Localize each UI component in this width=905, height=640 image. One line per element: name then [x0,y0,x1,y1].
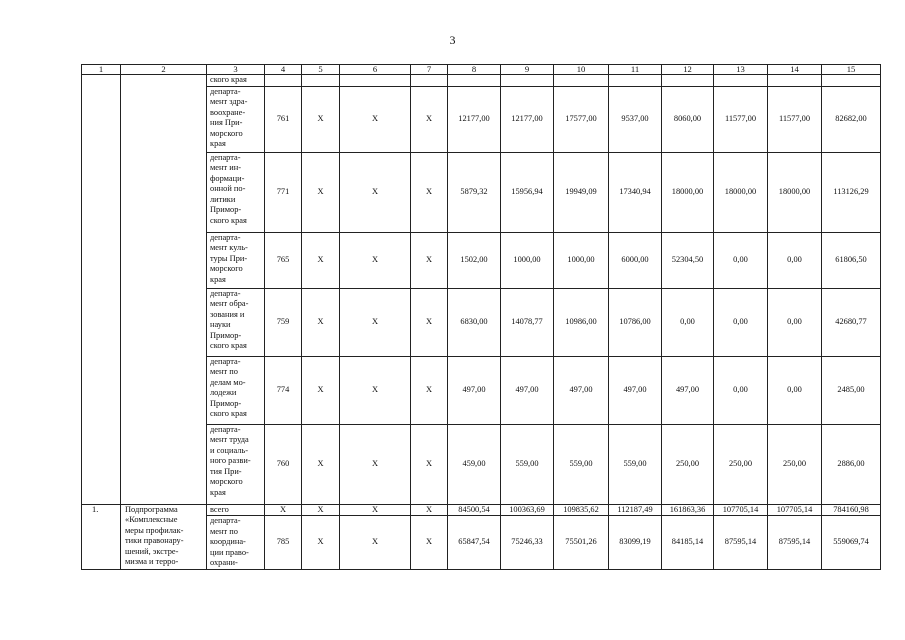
subprogram-index: 1. [82,504,121,570]
col5-cell: X [302,152,340,232]
column-number: 3 [207,65,265,75]
value-cell: 84185,14 [662,516,714,570]
value-cell: 6000,00 [609,232,662,288]
value-cell: 497,00 [448,356,501,424]
column-number: 6 [340,65,411,75]
value-cell: 9537,00 [609,86,662,152]
budget-table [81,64,881,570]
value-cell: 161863,36 [662,504,714,516]
subprogram-title: Подпрограмма «Комплексные меры профилак- тики правонару- шений, экстре- мизма и терро- [121,504,207,570]
col6-cell: X [340,516,411,570]
column-number: 8 [448,65,501,75]
value-cell: 8060,00 [662,86,714,152]
total-cell: 61806,50 [822,232,881,288]
value-cell: 100363,69 [501,504,554,516]
index-cell-empty [82,75,121,505]
code-cell [265,75,302,87]
col7-cell: X [411,516,448,570]
col5-cell: X [302,516,340,570]
value-cell [554,75,609,87]
value-cell: 17340,94 [609,152,662,232]
value-cell [714,75,768,87]
subprogram-total-row [82,504,881,516]
value-cell: 1000,00 [554,232,609,288]
value-cell: 0,00 [768,232,822,288]
executor-cell: ского края [207,75,265,87]
value-cell: 6830,00 [448,288,501,356]
col7-cell: X [411,152,448,232]
column-number: 9 [501,65,554,75]
value-cell: 112187,49 [609,504,662,516]
value-cell: 109835,62 [554,504,609,516]
value-cell: 5879,32 [448,152,501,232]
total-cell: 559069,74 [822,516,881,570]
col7-cell: X [411,232,448,288]
value-cell: 559,00 [554,424,609,504]
code-cell: 761 [265,86,302,152]
col5-cell: X [302,424,340,504]
value-cell: 559,00 [609,424,662,504]
value-cell [768,75,822,87]
code-cell: 771 [265,152,302,232]
executor-cell: департа- мент по делам мо- лодежи Примор- ского края [207,356,265,424]
value-cell: 497,00 [609,356,662,424]
value-cell: 1502,00 [448,232,501,288]
value-cell: 0,00 [714,232,768,288]
executor-cell: департа- мент ин- формаци- онной по- литики Примор- ского края [207,152,265,232]
value-cell: 10786,00 [609,288,662,356]
column-number: 15 [822,65,881,75]
code-cell: 765 [265,232,302,288]
value-cell: 19949,09 [554,152,609,232]
code-cell: X [265,504,302,516]
code-cell: 774 [265,356,302,424]
value-cell: 17577,00 [554,86,609,152]
value-cell: 0,00 [768,356,822,424]
col7-cell: X [411,288,448,356]
executor-cell: департа- мент куль- туры При- морского края [207,232,265,288]
value-cell: 459,00 [448,424,501,504]
col6-cell: X [340,288,411,356]
total-cell [822,75,881,87]
value-cell: 12177,00 [448,86,501,152]
value-cell: 11577,00 [768,86,822,152]
column-number: 4 [265,65,302,75]
col6-cell [340,75,411,87]
value-cell: 65847,54 [448,516,501,570]
executor-cell: всего [207,504,265,516]
column-number: 13 [714,65,768,75]
col6-cell: X [340,152,411,232]
column-number: 10 [554,65,609,75]
value-cell: 75246,33 [501,516,554,570]
column-number: 1 [82,65,121,75]
value-cell: 250,00 [662,424,714,504]
col7-cell: X [411,86,448,152]
value-cell: 18000,00 [768,152,822,232]
value-cell: 87595,14 [714,516,768,570]
value-cell: 497,00 [554,356,609,424]
executor-cell: департа- мент здра- воохране- ния При- морского края [207,86,265,152]
value-cell: 250,00 [714,424,768,504]
col6-cell: X [340,424,411,504]
col6-cell: X [340,504,411,516]
value-cell [662,75,714,87]
col5-cell: X [302,232,340,288]
value-cell: 0,00 [768,288,822,356]
executor-cell: департа- мент труда и социаль- ного разви- тия При- морского края [207,424,265,504]
program-cell-empty [121,75,207,505]
value-cell [501,75,554,87]
col7-cell: X [411,504,448,516]
value-cell: 0,00 [714,288,768,356]
col5-cell: X [302,86,340,152]
col7-cell: X [411,356,448,424]
value-cell: 15956,94 [501,152,554,232]
column-number: 5 [302,65,340,75]
value-cell [448,75,501,87]
column-number: 7 [411,65,448,75]
value-cell: 18000,00 [662,152,714,232]
total-cell: 2485,00 [822,356,881,424]
value-cell: 84500,54 [448,504,501,516]
executor-cell: департа- мент обра- зования и науки Примор- ского края [207,288,265,356]
value-cell: 83099,19 [609,516,662,570]
value-cell: 1000,00 [501,232,554,288]
total-cell: 2886,00 [822,424,881,504]
value-cell: 75501,26 [554,516,609,570]
value-cell: 107705,14 [768,504,822,516]
total-cell: 113126,29 [822,152,881,232]
total-cell: 82682,00 [822,86,881,152]
value-cell: 0,00 [714,356,768,424]
code-cell: 760 [265,424,302,504]
col5-cell: X [302,356,340,424]
executor-cell: департа- мент по координа- ции право- охрани- [207,516,265,570]
value-cell: 87595,14 [768,516,822,570]
value-cell: 0,00 [662,288,714,356]
column-number: 14 [768,65,822,75]
col5-cell [302,75,340,87]
value-cell: 497,00 [662,356,714,424]
value-cell: 11577,00 [714,86,768,152]
value-cell [609,75,662,87]
value-cell: 559,00 [501,424,554,504]
column-number: 2 [121,65,207,75]
value-cell: 107705,14 [714,504,768,516]
page-number: 3 [449,33,456,47]
value-cell: 52304,50 [662,232,714,288]
value-cell: 497,00 [501,356,554,424]
code-cell: 785 [265,516,302,570]
col6-cell: X [340,356,411,424]
col7-cell: X [411,424,448,504]
col6-cell: X [340,232,411,288]
value-cell: 18000,00 [714,152,768,232]
column-number-row [82,65,881,75]
col7-cell [411,75,448,87]
total-cell: 784160,98 [822,504,881,516]
value-cell: 12177,00 [501,86,554,152]
code-cell: 759 [265,288,302,356]
value-cell: 14078,77 [501,288,554,356]
col5-cell: X [302,504,340,516]
value-cell: 250,00 [768,424,822,504]
table-row [82,75,881,87]
column-number: 11 [609,65,662,75]
column-number: 12 [662,65,714,75]
col6-cell: X [340,86,411,152]
value-cell: 10986,00 [554,288,609,356]
col5-cell: X [302,288,340,356]
total-cell: 42680,77 [822,288,881,356]
